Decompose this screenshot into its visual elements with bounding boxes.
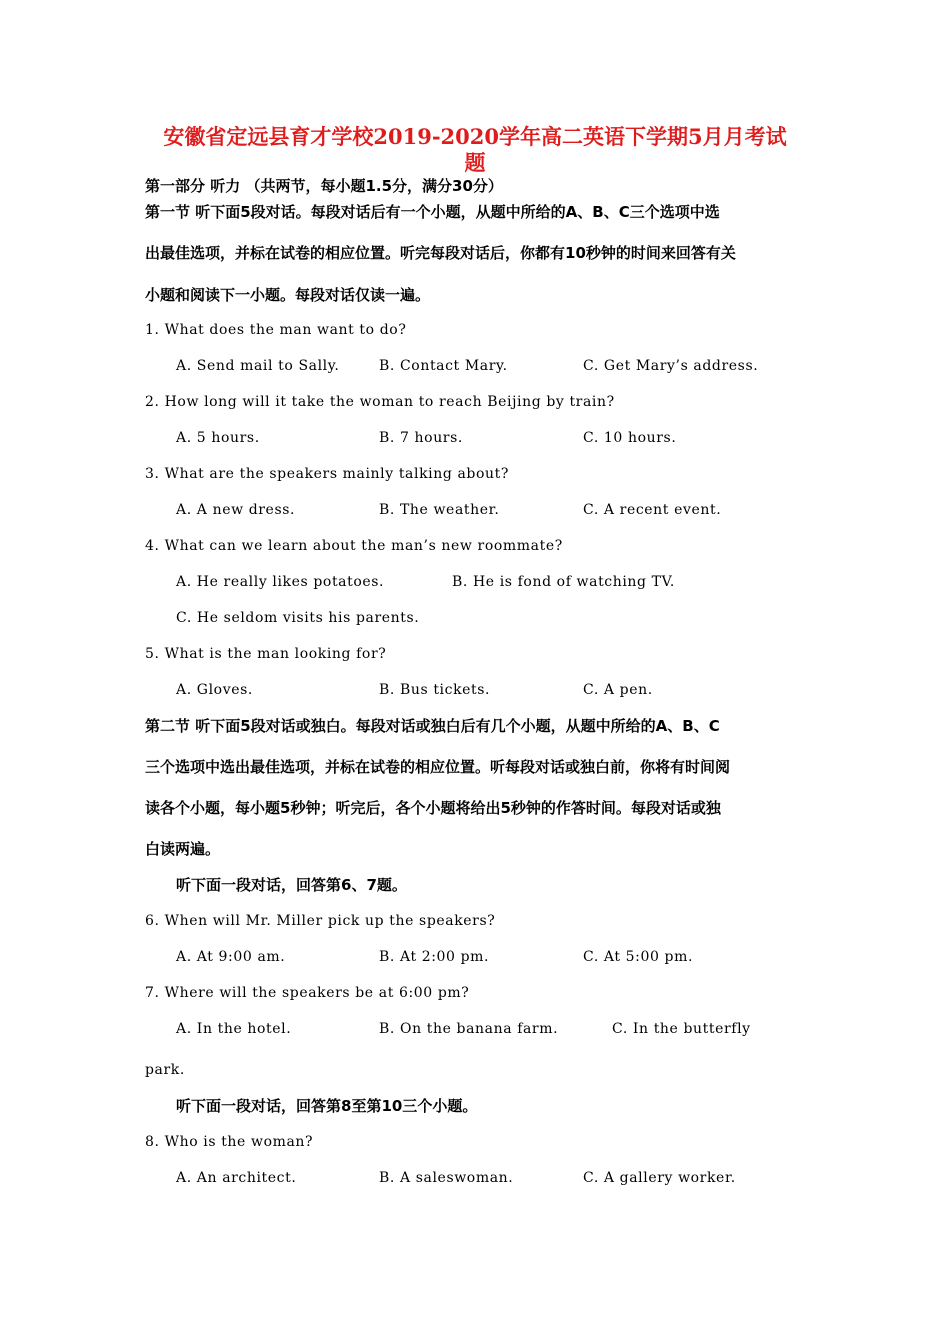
question-8-stem: 8. Who is the woman? — [145, 1134, 314, 1150]
question-1-stem: 1. What does the man want to do? — [145, 322, 407, 338]
question-2-option-c: C. 10 hours. — [583, 430, 677, 446]
section1-instructions-line2: 出最佳选项，并标在试卷的相应位置。听完每段对话后，你都有10秒钟的时间来回答有关 — [145, 244, 736, 262]
question-7-option-c: C. In the butterfly — [612, 1021, 751, 1037]
document-title-line2: 题 — [464, 150, 486, 175]
question-3-option-b: B. The weather. — [379, 502, 500, 518]
section2-instructions-line3: 读各个小题，每小题5秒钟；听完后，各个小题将给出5秒钟的作答时间。每段对话或独 — [145, 799, 721, 817]
question-5-option-c: C. A pen. — [583, 682, 653, 698]
section2-dialogue-instruction-1: 听下面一段对话，回答第6、7题。 — [176, 876, 407, 894]
question-4-stem: 4. What can we learn about the man’s new roommate? — [145, 538, 563, 554]
question-2-option-a: A. 5 hours. — [176, 430, 260, 446]
question-3-stem: 3. What are the speakers mainly talking about? — [145, 466, 509, 482]
section2-dialogue-instruction-2: 听下面一段对话，回答第8至第10三个小题。 — [176, 1097, 478, 1115]
question-5-option-a: A. Gloves. — [176, 682, 253, 698]
section2-instructions-line1: 第二节 听下面5段对话或独白。每段对话或独白后有几个小题，从题中所给的A、B、C — [145, 717, 720, 735]
question-7-option-a: A. In the hotel. — [176, 1021, 292, 1037]
question-3-option-a: A. A new dress. — [176, 502, 296, 518]
question-6-option-b: B. At 2:00 pm. — [379, 949, 490, 965]
section2-instructions-line2: 三个选项中选出最佳选项，并标在试卷的相应位置。听每段对话或独白前，你将有时间阅 — [145, 758, 731, 776]
section2-instructions-line4: 白读两遍。 — [145, 840, 221, 858]
question-6-option-c: C. At 5:00 pm. — [583, 949, 694, 965]
question-4-option-c: C. He seldom visits his parents. — [176, 610, 420, 626]
question-8-option-a: A. An architect. — [176, 1170, 297, 1186]
question-7-stem: 7. Where will the speakers be at 6:00 pm? — [145, 985, 470, 1001]
question-6-option-a: A. At 9:00 am. — [176, 949, 286, 965]
question-8-option-c: C. A gallery worker. — [583, 1170, 736, 1186]
question-7-option-b: B. On the banana farm. — [379, 1021, 559, 1037]
section1-instructions-line1: 第一节 听下面5段对话。每段对话后有一个小题，从题中所给的A、B、C三个选项中选 — [145, 203, 720, 221]
part1-heading: 第一部分 听力 （共两节，每小题1.5分，满分30分） — [145, 177, 503, 195]
question-1-option-a: A. Send mail to Sally. — [176, 358, 340, 374]
question-5-stem: 5. What is the man looking for? — [145, 646, 387, 662]
question-4-option-a: A. He really likes potatoes. — [176, 574, 385, 590]
document-title-line1: 安徽省定远县育才学校2019-2020学年高二英语下学期5月月考试 — [163, 124, 787, 149]
section1-instructions-line3: 小题和阅读下一小题。每段对话仅读一遍。 — [145, 286, 431, 304]
question-1-option-b: B. Contact Mary. — [379, 358, 508, 374]
question-7-option-c-continued: park. — [145, 1062, 185, 1078]
question-1-option-c: C. Get Mary’s address. — [583, 358, 759, 374]
question-2-option-b: B. 7 hours. — [379, 430, 463, 446]
question-5-option-b: B. Bus tickets. — [379, 682, 491, 698]
question-4-option-b: B. He is fond of watching TV. — [452, 574, 675, 590]
question-2-stem: 2. How long will it take the woman to reach Beijing by train? — [145, 394, 615, 410]
question-3-option-c: C. A recent event. — [583, 502, 722, 518]
question-6-stem: 6. When will Mr. Miller pick up the speakers? — [145, 913, 496, 929]
question-8-option-b: B. A saleswoman. — [379, 1170, 514, 1186]
